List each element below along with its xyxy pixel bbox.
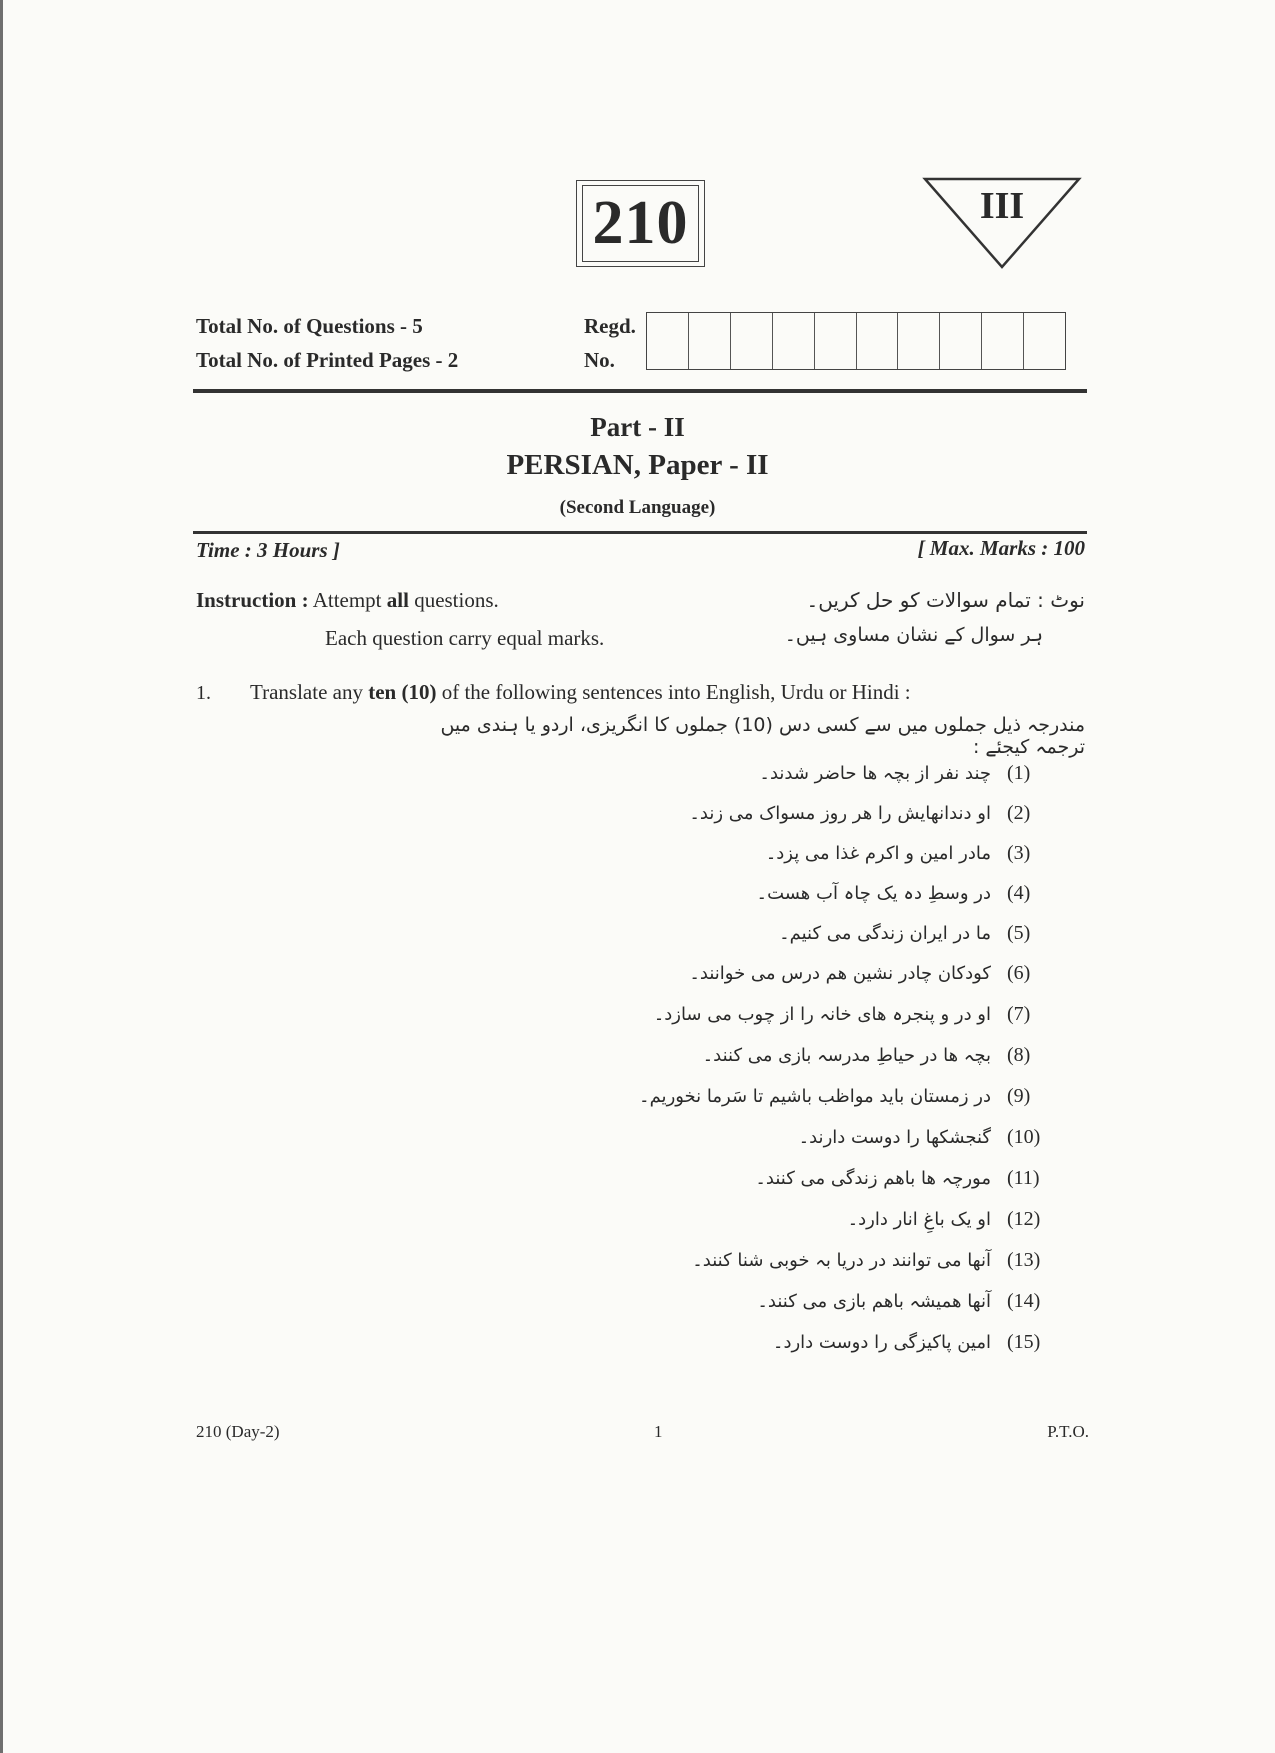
sentence-item [403, 758, 1043, 788]
question-urdu-instruction: مندرجہ ذیل جملوں میں سے کسی دس (10) جملوں کا انگریزی، اردو یا ہندی میں ترجمہ کیجئے : [440, 714, 1085, 758]
sentence-item [403, 1040, 1043, 1070]
equal-marks-note: Each question carry equal marks. [325, 626, 605, 650]
instruction-emphasis: all [386, 588, 409, 612]
sentence-text: در زمستان باید مواظب باشیم تا سَرما نخوریم۔ [639, 1085, 991, 1107]
sentence-number: (9) [1007, 1084, 1031, 1107]
regd-cell [982, 313, 1024, 369]
sentence-text: کودکان چادر نشین ھم درس می خوانند۔ [689, 962, 991, 984]
sentence-text: مادر امین و اکرم غذا می پزد۔ [765, 842, 991, 864]
sentence-text: در وسطِ دہ یک چاہ آب ھست۔ [756, 882, 991, 904]
regd-cell [857, 313, 899, 369]
regd-cell [689, 313, 731, 369]
sentence-number: (1) [1007, 761, 1031, 784]
sentence-item [403, 838, 1043, 868]
sentence-number: (3) [1007, 841, 1031, 864]
regd-cell [940, 313, 982, 369]
series-triangle [922, 176, 1082, 271]
sentence-text: او دندانھایش را ھر روز مسواک می زند۔ [689, 802, 991, 824]
regd-cell [815, 313, 857, 369]
instruction-text-end: questions. [408, 588, 499, 612]
max-marks: [ Max. Marks : 100 [917, 536, 1085, 560]
urdu-instruction-note: نوٹ : تمام سوالات کو حل کریں۔ [806, 588, 1085, 612]
sentence-item [403, 1245, 1043, 1275]
total-questions: Total No. of Questions - 5 [196, 314, 423, 338]
sentence-text: مورچہ ھا باھم زندگی می کنند۔ [755, 1167, 991, 1189]
sentence-text: ما در ایران زندگی می کنیم۔ [779, 922, 991, 944]
sentence-number: (15) [1007, 1330, 1041, 1353]
regd-no-label: No. [584, 348, 615, 372]
sentence-number: (6) [1007, 961, 1031, 984]
title-divider [193, 531, 1087, 534]
sentence-text: گنجشکھا را دوست دارند۔ [798, 1126, 991, 1148]
regd-cell [1024, 313, 1065, 369]
question-text-emphasis: ten (10) [368, 680, 437, 704]
language-subtitle: (Second Language) [559, 497, 716, 518]
sentence-item [403, 958, 1043, 988]
sentence-item [403, 798, 1043, 828]
regd-cell [773, 313, 815, 369]
sentence-number: (2) [1007, 801, 1031, 824]
exam-time: Time : 3 Hours ] [196, 538, 340, 562]
sentence-number: (10) [1007, 1125, 1041, 1148]
sentence-number: (4) [1007, 881, 1031, 904]
regd-label: Regd. [584, 314, 636, 338]
sentence-item [403, 918, 1043, 948]
regd-cell [898, 313, 940, 369]
please-turn-over: P.T.O. [1047, 1422, 1089, 1441]
sentence-number: (13) [1007, 1248, 1041, 1271]
sentence-text: او در و پنجرہ ھای خانہ را از چوب می سازد۔ [653, 1003, 991, 1025]
regd-cell [731, 313, 773, 369]
sentence-item [403, 999, 1043, 1029]
urdu-equal-marks: ہر سوال کے نشان مساوی ہیں۔ [784, 624, 1043, 646]
part-title: Part - II [590, 412, 685, 442]
sentence-text: چند نفر از بچہ ھا حاضر شدند۔ [759, 762, 991, 784]
sentence-item [403, 1081, 1043, 1111]
subject-title: PERSIAN, Paper - II [506, 449, 769, 481]
header-divider [193, 389, 1087, 393]
sentence-item [403, 1204, 1043, 1234]
sentence-item [403, 1286, 1043, 1316]
total-pages: Total No. of Printed Pages - 2 [196, 348, 459, 372]
scan-edge [0, 0, 3, 1753]
sentence-number: (8) [1007, 1043, 1031, 1066]
regd-number-grid [646, 312, 1066, 370]
question-text-end: of the following sentences into English, Urdu or Hindi : [436, 680, 911, 704]
paper-code: 210 [582, 185, 699, 262]
sentence-number: (11) [1007, 1166, 1040, 1189]
sentence-text: او یک باغِ انار دارد۔ [847, 1208, 991, 1230]
question-text [250, 680, 911, 705]
sentence-item [403, 878, 1043, 908]
paper-code-box [576, 180, 705, 267]
sentence-text: امین پاکیزگی را دوست دارد۔ [772, 1331, 991, 1353]
sentence-text: آنھا ھمیشہ باھم بازی می کنند۔ [757, 1290, 991, 1312]
footer-code: 210 (Day-2) [196, 1422, 280, 1441]
question-number: 1. [196, 682, 211, 704]
sentence-number: (12) [1007, 1207, 1041, 1230]
instruction-line [196, 588, 499, 613]
sentence-text: آنھا می توانند در دریا بہ خوبی شنا کنند۔ [692, 1249, 991, 1271]
question-text-start: Translate any [250, 680, 369, 704]
sentence-number: (5) [1007, 921, 1031, 944]
sentence-text: بچہ ھا در حیاطِ مدرسہ بازی می کنند۔ [702, 1044, 991, 1066]
sentence-item [403, 1163, 1043, 1193]
series-label: III [979, 185, 1025, 227]
regd-cell [647, 313, 689, 369]
sentence-number: (7) [1007, 1002, 1031, 1025]
page-number: 1 [654, 1422, 663, 1441]
sentence-item [403, 1327, 1043, 1357]
sentence-number: (14) [1007, 1289, 1041, 1312]
sentence-item [403, 1122, 1043, 1152]
instruction-label: Instruction : [196, 588, 309, 612]
instruction-text: Attempt [312, 588, 387, 612]
